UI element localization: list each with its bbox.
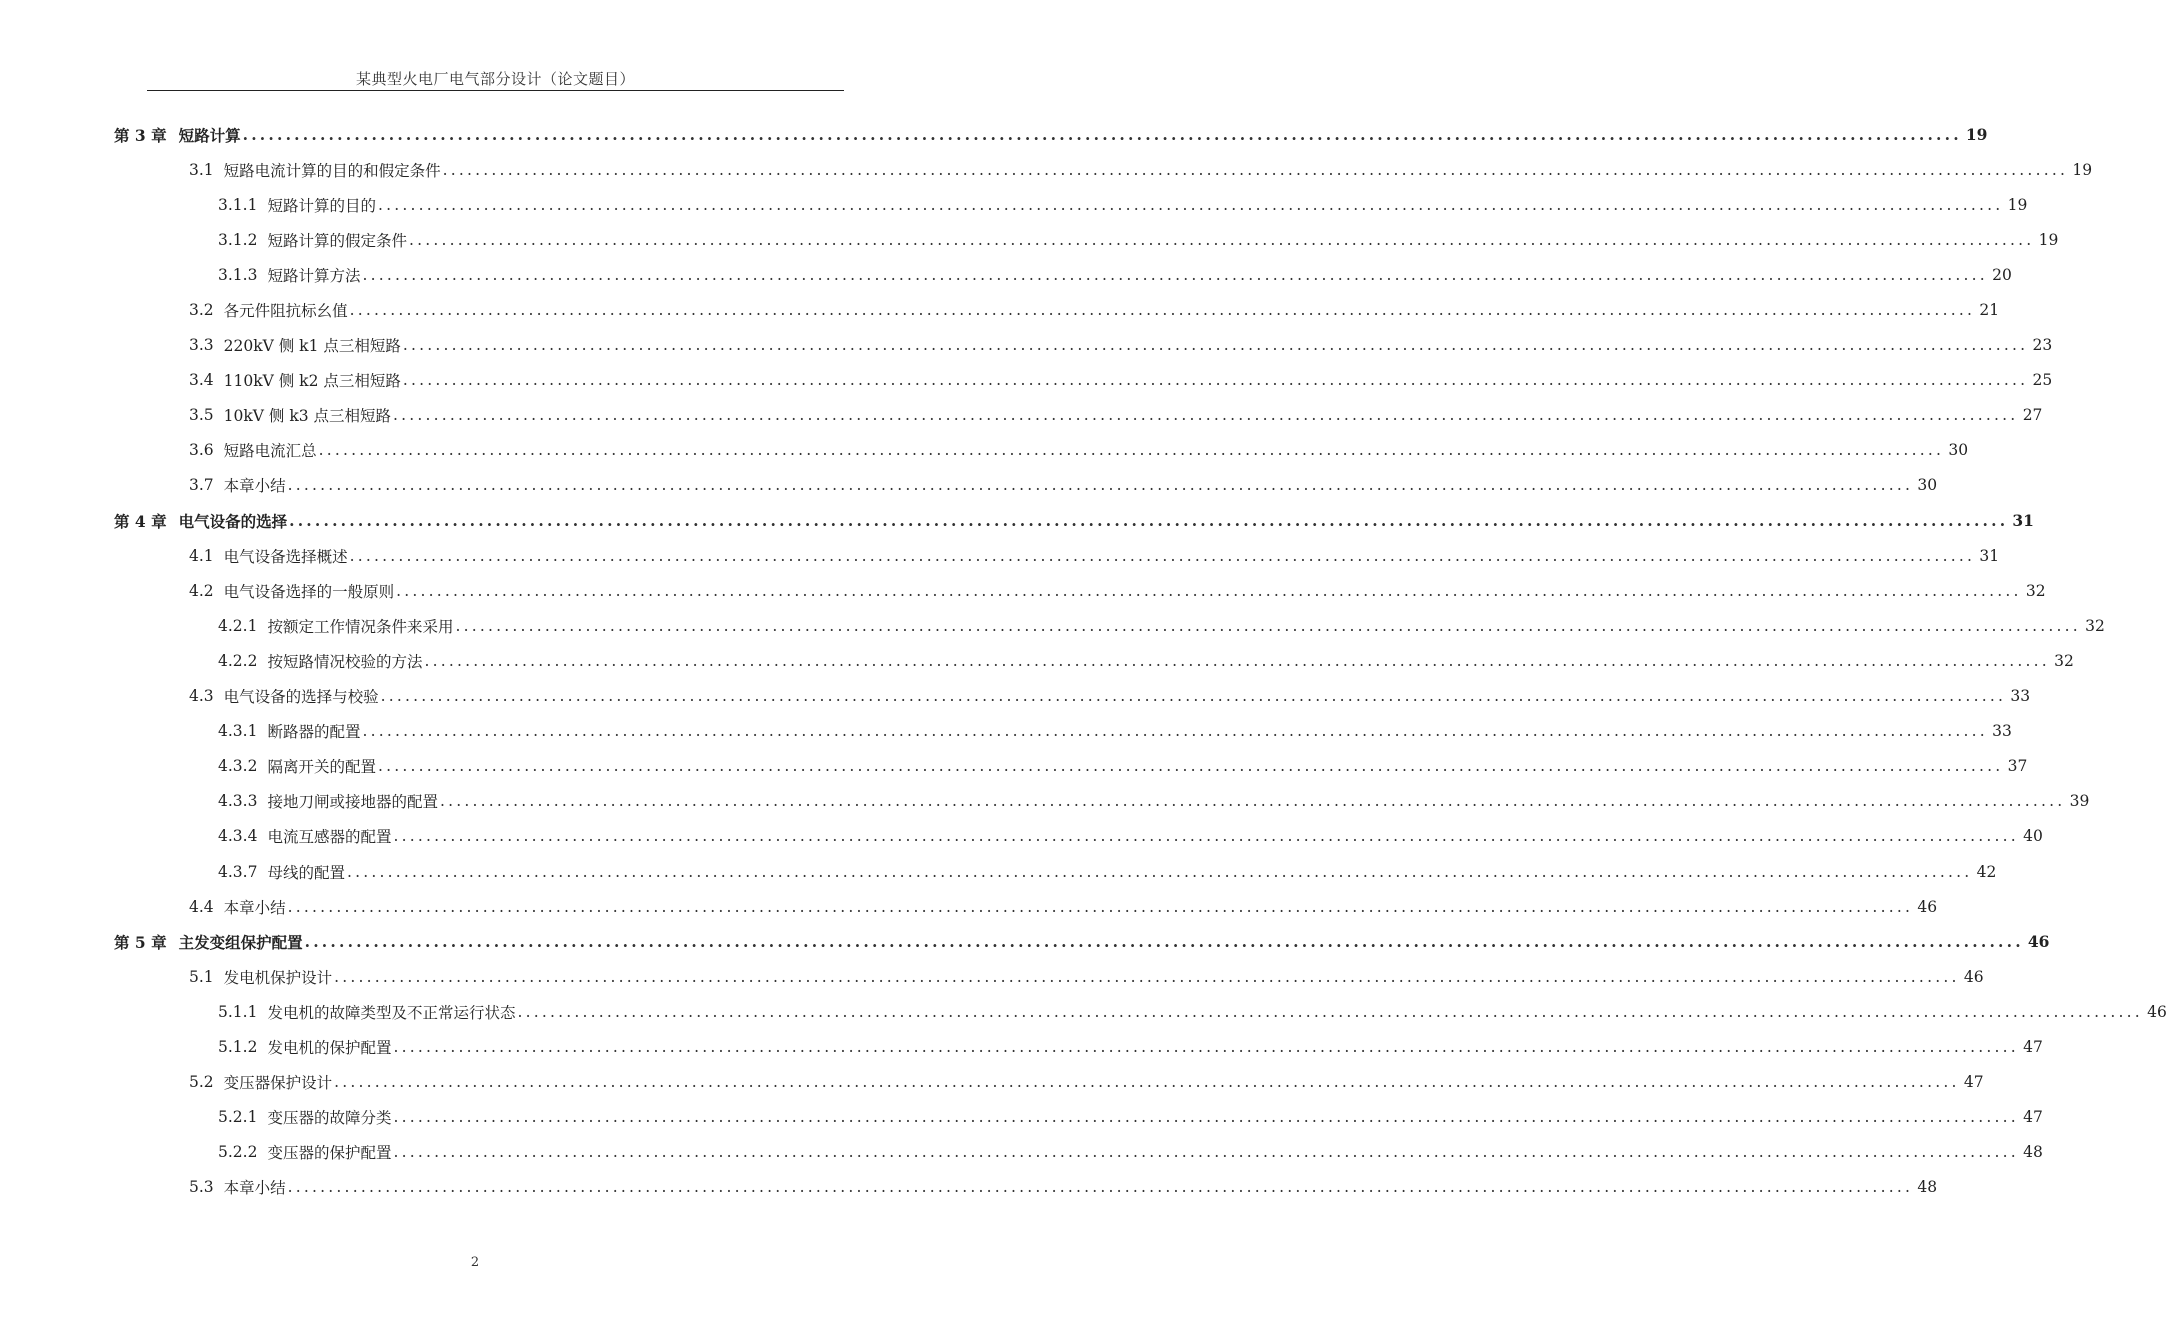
toc-dot-leader: ........................................................................................................................................................................................................: [334, 1073, 1960, 1092]
toc-entry-number: 3.6: [189, 441, 214, 460]
toc-entry-page: 48: [2023, 1143, 2043, 1162]
header-rule: [147, 90, 844, 91]
toc-entry-number: 4.2: [189, 581, 214, 600]
page-header-title: 某典型火电厂电气部分设计（论文题目）: [355, 70, 635, 88]
toc-entry-title: 短路计算方法: [267, 266, 361, 285]
toc-dot-leader: ........................................................................................................................................................................................................: [362, 265, 1988, 284]
toc-section-entry[interactable]: [0, 1135, 2043, 1170]
toc-entry-title: 发电机保护设计: [223, 968, 333, 987]
toc-entry-number: 4.4: [189, 897, 214, 916]
toc-dot-leader: ........................................................................................................................................................................................................: [362, 722, 1988, 741]
toc-entry-number: 第 3 章: [114, 125, 167, 145]
toc-entry-number: 3.2: [189, 301, 214, 320]
toc-dot-leader: ........................................................................................................................................................................................................: [393, 827, 2019, 846]
toc-entry-page: 32: [2054, 651, 2074, 670]
toc-entry-page: 27: [2022, 406, 2043, 425]
toc-dot-leader: ........................................................................................................................................................................................................: [424, 651, 2050, 670]
toc-entry-page: 47: [2023, 1037, 2043, 1056]
toc-section-entry[interactable]: [0, 398, 2043, 433]
toc-entry-number: 3.1: [189, 160, 214, 179]
toc-entry-number: 4.3.1: [218, 722, 258, 741]
toc-entry-page: 42: [1976, 862, 1997, 881]
toc-entry-page: 37: [2007, 757, 2028, 776]
toc-section-entry[interactable]: [0, 152, 2093, 187]
toc-section-entry[interactable]: [0, 292, 2000, 327]
toc-entry-title: 各元件阻抗标幺值: [223, 302, 348, 321]
toc-entry-number: 第 5 章: [114, 932, 167, 952]
toc-dot-leader: ........................................................................................................................................................................................................: [439, 792, 2066, 811]
toc-entry-title: 电流互感器的配置: [267, 828, 392, 847]
toc-entry-number: 3.7: [189, 476, 214, 495]
toc-dot-leader: ........................................................................................................................................................................................................: [377, 195, 2004, 214]
toc-entry-number: 5.1.2: [218, 1037, 258, 1056]
toc-section-entry[interactable]: [0, 1029, 2043, 1064]
toc-section-entry[interactable]: [0, 854, 1997, 889]
toc-entry-page: 46: [1917, 897, 1938, 916]
toc-entry-title: 220kV 侧 k1 点三相短路: [223, 337, 401, 356]
toc-entry-page: 19: [2038, 230, 2059, 249]
toc-entry-page: 46: [1963, 967, 1984, 986]
toc-entry-number: 第 4 章: [114, 511, 167, 531]
toc-chapter-entry[interactable]: [0, 503, 2034, 538]
toc-entry-number: 3.5: [189, 406, 214, 425]
toc-section-entry[interactable]: [0, 1065, 1984, 1100]
toc-entry-page: 23: [2032, 336, 2053, 355]
toc-section-entry[interactable]: [0, 749, 2028, 784]
toc-entry-number: 5.2.2: [218, 1143, 258, 1162]
toc-entry-number: 4.1: [189, 546, 214, 565]
toc-dot-leader: ........................................................................................................................................................................................................: [442, 160, 2069, 179]
toc-dot-leader: ........................................................................................................................................................................................................: [349, 301, 1976, 320]
toc-dot-leader: ........................................................................................................................................................................................................: [402, 336, 2029, 355]
toc-dot-leader: ........................................................................................................................................................................................................: [289, 511, 2009, 531]
toc-section-entry[interactable]: [0, 959, 1984, 994]
toc-entry-page: 19: [2072, 160, 2093, 179]
toc-entry-number: 3.4: [189, 371, 214, 390]
toc-entry-title: 电气设备选择的一般原则: [223, 582, 395, 601]
toc-entry-page: 32: [2085, 616, 2105, 635]
toc-entry-number: 5.2.1: [218, 1108, 258, 1127]
toc-entry-title: 本章小结: [223, 477, 286, 496]
toc-entry-number: 4.3.3: [218, 792, 258, 811]
toc-entry-number: 5.1: [189, 967, 214, 986]
toc-section-entry[interactable]: [0, 222, 2059, 257]
toc-entry-title: 电气设备的选择与校验: [223, 688, 379, 707]
toc-entry-page: 32: [2025, 581, 2046, 600]
toc-dot-leader: ........................................................................................................................................................................................................: [287, 897, 1914, 916]
toc-entry-title: 短路电流计算的目的和假定条件: [223, 161, 441, 180]
toc-entry-title: 接地刀闸或接地器的配置: [267, 793, 438, 812]
toc-entry-title: 按短路情况校验的方法: [267, 652, 423, 671]
toc-section-entry[interactable]: [0, 328, 2053, 363]
toc-entry-page: 46: [2147, 1002, 2167, 1021]
toc-section-entry[interactable]: [0, 257, 2012, 292]
toc-dot-leader: ........................................................................................................................................................................................................: [318, 441, 1945, 460]
toc-entry-title: 发电机的故障类型及不正常运行状态: [267, 1003, 516, 1022]
toc-chapter-entry[interactable]: [0, 117, 1988, 152]
toc-entry-title: 短路计算的目的: [267, 196, 376, 215]
toc-dot-leader: ........................................................................................................................................................................................................: [377, 757, 2004, 776]
toc-section-entry[interactable]: [0, 889, 1938, 924]
toc-dot-leader: ........................................................................................................................................................................................................: [393, 1143, 2019, 1162]
toc-entry-page: 25: [2032, 371, 2053, 390]
toc-entry-title: 短路电流汇总: [223, 442, 317, 461]
toc-entry-page: 33: [2010, 687, 2031, 706]
toc-section-entry[interactable]: [0, 608, 2105, 643]
toc-entry-number: 4.3.2: [218, 757, 258, 776]
toc-section-entry[interactable]: [0, 1170, 1938, 1205]
toc-dot-leader: ........................................................................................................................................................................................................: [393, 1108, 2019, 1127]
toc-entry-number: 3.1.2: [218, 230, 258, 249]
toc-entry-title: 本章小结: [223, 1179, 286, 1198]
toc-section-entry[interactable]: [0, 1100, 2043, 1135]
toc-section-entry[interactable]: [0, 187, 2028, 222]
toc-entry-title: 按额定工作情况条件来采用: [267, 617, 454, 636]
toc-entry-page: 40: [2023, 827, 2043, 846]
toc-dot-leader: ........................................................................................................................................................................................................: [304, 932, 2024, 952]
toc-entry-page: 30: [1917, 476, 1938, 495]
toc-dot-leader: ........................................................................................................................................................................................................: [349, 546, 1976, 565]
toc-entry-page: 48: [1917, 1178, 1938, 1197]
toc-section-entry[interactable]: [0, 784, 2090, 819]
toc-chapter-entry[interactable]: [0, 924, 2050, 959]
toc-entry-title: 本章小结: [223, 898, 286, 917]
toc-section-entry[interactable]: [0, 433, 1969, 468]
toc-entry-number: 4.2.1: [218, 616, 258, 635]
toc-entry-number: 4.3.4: [218, 827, 258, 846]
table-of-contents: [0, 117, 2167, 1205]
toc-dot-leader: ........................................................................................................................................................................................................: [287, 1178, 1914, 1197]
toc-entry-page: 31: [2012, 511, 2034, 531]
toc-entry-title: 发电机的保护配置: [267, 1038, 392, 1057]
toc-entry-number: 3.1.3: [218, 265, 258, 284]
toc-section-entry[interactable]: [0, 819, 2043, 854]
toc-section-entry[interactable]: [0, 363, 2053, 398]
toc-entry-number: 5.1.1: [218, 1002, 258, 1021]
toc-section-entry[interactable]: [0, 994, 2167, 1029]
toc-dot-leader: ........................................................................................................................................................................................................: [408, 230, 2035, 249]
toc-entry-page: 46: [2027, 932, 2050, 952]
toc-entry-number: 5.2: [189, 1073, 214, 1092]
toc-dot-leader: ........................................................................................................................................................................................................: [402, 371, 2029, 390]
toc-entry-page: 21: [1979, 301, 2000, 320]
toc-dot-leader: ........................................................................................................................................................................................................: [334, 967, 1960, 986]
toc-section-entry[interactable]: [0, 643, 2074, 678]
toc-entry-page: 30: [1948, 441, 1969, 460]
toc-entry-number: 3.1.1: [218, 195, 258, 214]
toc-entry-number: 4.3.7: [218, 862, 258, 881]
toc-entry-page: 31: [1979, 546, 2000, 565]
toc-entry-title: 110kV 侧 k2 点三相短路: [223, 372, 401, 391]
toc-entry-number: 4.2.2: [218, 651, 258, 670]
toc-dot-leader: ........................................................................................................................................................................................................: [287, 476, 1914, 495]
toc-entry-page: 19: [2007, 195, 2028, 214]
toc-dot-leader: ........................................................................................................................................................................................................: [396, 581, 2022, 600]
toc-entry-title: 短路计算: [178, 125, 241, 145]
toc-entry-title: 电气设备选择概述: [223, 547, 348, 566]
toc-dot-leader: ........................................................................................................................................................................................................: [346, 862, 1973, 881]
toc-section-entry[interactable]: [0, 468, 1938, 503]
toc-section-entry[interactable]: [0, 679, 2031, 714]
toc-dot-leader: ........................................................................................................................................................................................................: [455, 616, 2081, 635]
toc-section-entry[interactable]: [0, 538, 2000, 573]
toc-dot-leader: ........................................................................................................................................................................................................: [517, 1002, 2143, 1021]
toc-section-entry[interactable]: [0, 573, 2046, 608]
toc-entry-title: 断路器的配置: [267, 723, 361, 742]
toc-dot-leader: ........................................................................................................................................................................................................: [380, 687, 2007, 706]
toc-dot-leader: ........................................................................................................................................................................................................: [393, 1037, 2019, 1056]
toc-entry-page: 20: [1992, 265, 2012, 284]
page-number: 2: [470, 1255, 480, 1270]
toc-entry-page: 39: [2069, 792, 2090, 811]
toc-entry-title: 变压器的故障分类: [267, 1109, 392, 1128]
toc-entry-title: 10kV 侧 k3 点三相短路: [223, 407, 392, 426]
toc-entry-title: 电气设备的选择: [178, 511, 288, 531]
toc-entry-page: 47: [2023, 1108, 2043, 1127]
toc-entry-page: 33: [1992, 722, 2012, 741]
toc-entry-title: 变压器的保护配置: [267, 1144, 392, 1163]
toc-dot-leader: ........................................................................................................................................................................................................: [242, 125, 1962, 145]
toc-dot-leader: ........................................................................................................................................................................................................: [393, 406, 2019, 425]
toc-section-entry[interactable]: [0, 714, 2012, 749]
toc-entry-title: 短路计算的假定条件: [267, 231, 407, 250]
toc-entry-page: 19: [1965, 125, 1988, 145]
toc-entry-number: 4.3: [189, 687, 214, 706]
toc-entry-title: 主发变组保护配置: [178, 932, 303, 952]
toc-entry-title: 隔离开关的配置: [267, 758, 376, 777]
toc-entry-title: 母线的配置: [267, 863, 345, 882]
toc-entry-number: 3.3: [189, 336, 214, 355]
toc-entry-page: 47: [1963, 1073, 1984, 1092]
toc-entry-title: 变压器保护设计: [223, 1074, 333, 1093]
toc-entry-number: 5.3: [189, 1178, 214, 1197]
